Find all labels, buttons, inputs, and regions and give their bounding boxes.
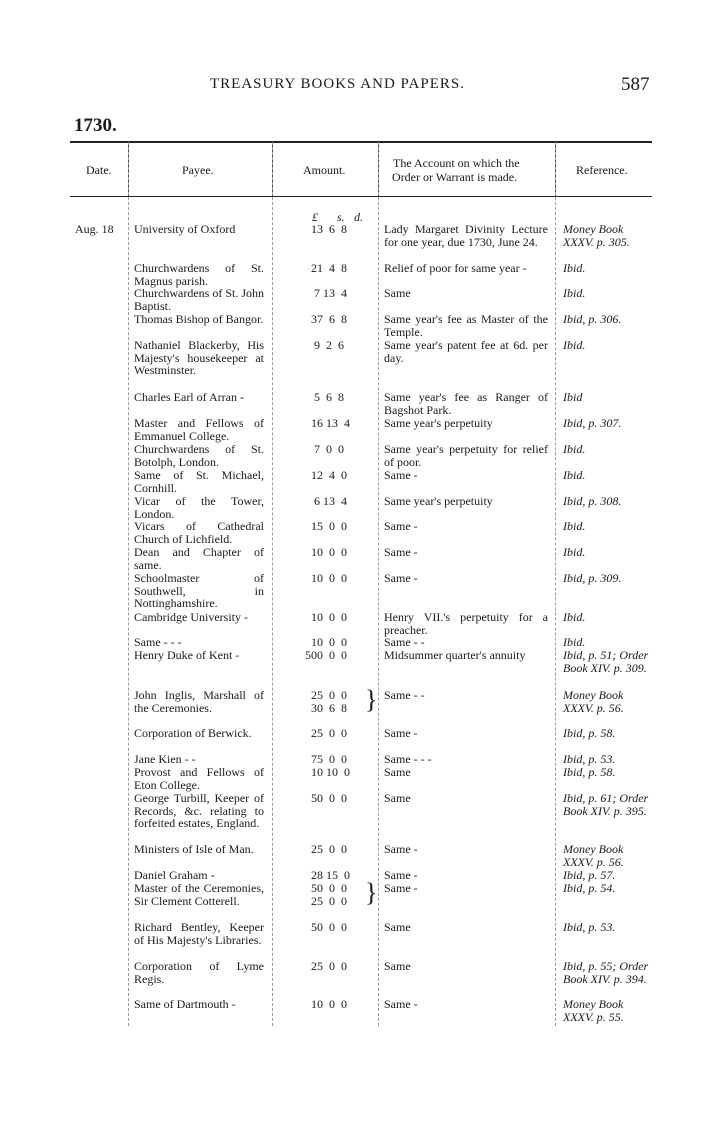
row-amount: 10 0 0: [311, 635, 347, 649]
col-head-reference: Reference.: [576, 163, 628, 177]
row-amount: 21 4 8: [311, 261, 347, 275]
page-number: 587: [621, 74, 650, 95]
row-amount: 10 0 0: [311, 571, 347, 585]
row-account: Same year's fee as Master of the Temple.: [384, 312, 548, 339]
row-payee: George Turbill, Keeper of Records, &c. relating to forfeited estates, England.: [134, 791, 264, 830]
row-amount: 50 0 0: [311, 920, 347, 934]
row-payee: Vicars of Cathedral Church of Lichfield.: [134, 519, 264, 546]
row-amount: 16 13 4: [311, 416, 350, 430]
row-account: Same year's perpetuity for relief of poor.: [384, 442, 548, 469]
row-account: Same -: [384, 571, 418, 585]
row-payee: University of Oxford: [134, 222, 236, 236]
unit-shillings: s.: [337, 210, 345, 224]
row-amount: 10 10 0: [311, 765, 350, 779]
row-account: Lady Margaret Divinity Lecture for one year, due 1730, June 24.: [384, 222, 548, 249]
col-rule-4: [555, 142, 556, 1026]
row-account: Same year's perpetuity: [384, 494, 493, 508]
row-reference: Ibid, p. 55; Order Book XIV. p. 394.: [563, 959, 649, 986]
row-reference: Ibid, p. 61; Order Book XIV. p. 395.: [563, 791, 649, 818]
row-account: Midsummer quarter's annuity: [384, 648, 526, 662]
row-payee: Churchwardens of St. Magnus parish.: [134, 261, 264, 288]
row-payee: Richard Bentley, Keeper of His Majesty's Libraries.: [134, 920, 264, 947]
row-payee: Same of Dartmouth -: [134, 997, 236, 1011]
row-reference: Ibid, p. 57.: [563, 868, 616, 882]
unit-pounds: £: [312, 210, 318, 224]
row-account: Same - -: [384, 635, 425, 649]
row-date: Aug. 18: [75, 222, 114, 236]
row-account: Same - -: [384, 688, 425, 702]
row-reference: Money Book XXXV. p. 55.: [563, 997, 624, 1024]
row-payee: Provost and Fellows of Eton College.: [134, 765, 264, 792]
row-amount: 75 0 0: [311, 752, 347, 766]
row-account: Same: [384, 765, 411, 779]
row-payee: Ministers of Isle of Man.: [134, 842, 254, 856]
row-reference: Ibid, p. 308.: [563, 494, 622, 508]
row-reference: Ibid.: [563, 286, 586, 300]
row-account: Same: [384, 920, 411, 934]
header-bottom-rule: [70, 196, 652, 197]
row-reference: Ibid, p. 53.: [563, 752, 616, 766]
row-account: Same: [384, 286, 411, 300]
row-amount: 10 0 0: [311, 610, 347, 624]
col-rule-1: [128, 142, 129, 1026]
row-account: Same -: [384, 545, 418, 559]
unit-pence: d.: [354, 210, 363, 224]
row-reference: Ibid.: [563, 338, 586, 352]
row-account: Same -: [384, 468, 418, 482]
row-reference: Ibid, p. 309.: [563, 571, 622, 585]
row-amount: 7 0 0: [311, 442, 344, 456]
amount-brace: }: [365, 878, 378, 907]
row-reference: Ibid.: [563, 442, 586, 456]
table-top-rule: [70, 141, 652, 143]
row-reference: Ibid, p. 54.: [563, 881, 616, 895]
row-amount: 37 6 8: [311, 312, 347, 326]
col-head-date: Date.: [86, 163, 112, 177]
row-payee: Churchwardens of St. Botolph, London.: [134, 442, 264, 469]
row-amount: 500 0 0: [305, 648, 347, 662]
row-account: Henry VII.'s perpetuity for a preacher.: [384, 610, 548, 637]
row-amount: 6 13 4: [311, 494, 347, 508]
row-account: Same -: [384, 842, 418, 856]
row-payee: Corporation of Berwick.: [134, 726, 252, 740]
col-rule-2: [272, 142, 273, 1026]
row-reference: Ibid, p. 51; Order Book XIV. p. 309.: [563, 648, 649, 675]
row-payee: Same - - -: [134, 635, 182, 649]
row-reference: Ibid.: [563, 635, 586, 649]
row-amount: 25 0 0: [311, 842, 347, 856]
row-account: Same -: [384, 519, 418, 533]
row-payee: Corporation of Lyme Regis.: [134, 959, 264, 986]
row-amount: 25 0 0: [311, 726, 347, 740]
row-amount: 50 0 0: [311, 791, 347, 805]
row-reference: Ibid.: [563, 519, 586, 533]
running-head: [0, 76, 720, 100]
row-amount: 50 0 0 25 0 0: [311, 881, 347, 908]
row-reference: Ibid: [563, 390, 583, 404]
row-account: Same -: [384, 726, 418, 740]
row-reference: Money Book XXXV. p. 56.: [563, 688, 624, 715]
row-reference: Ibid.: [563, 610, 586, 624]
row-reference: Ibid, p. 58.: [563, 726, 616, 740]
row-account: Same - - -: [384, 752, 432, 766]
row-amount: 7 13 4: [311, 286, 347, 300]
row-reference: Ibid, p. 307.: [563, 416, 622, 430]
row-account: Same year's perpetuity: [384, 416, 493, 430]
year-heading: 1730.: [74, 115, 117, 136]
row-account: Relief of poor for same year -: [384, 261, 527, 275]
col-head-payee: Payee.: [182, 163, 214, 177]
row-account: Same year's patent fee at 6d. per day.: [384, 338, 548, 365]
row-reference: Ibid, p. 306.: [563, 312, 622, 326]
col-head-account-2: Order or Warrant is made.: [392, 170, 518, 184]
row-reference: Ibid.: [563, 468, 586, 482]
row-payee: Churchwardens of St. John Baptist.: [134, 286, 264, 313]
running-title: TREASURY BOOKS AND PAPERS.: [210, 76, 465, 92]
row-account: Same: [384, 791, 411, 805]
row-amount: 15 0 0: [311, 519, 347, 533]
row-account: Same -: [384, 881, 418, 895]
row-payee: Vicar of the Tower, London.: [134, 494, 264, 521]
row-payee: John Inglis, Marshall of the Ceremonies.: [134, 688, 264, 715]
row-reference: Ibid, p. 53.: [563, 920, 616, 934]
row-payee: Cambridge University -: [134, 610, 248, 624]
row-payee: Schoolmaster of Southwell, in Nottinghamshire.: [134, 571, 264, 610]
row-payee: Master and Fellows of Emmanuel College.: [134, 416, 264, 443]
row-payee: Master of the Ceremonies, Sir Clement Cotterell.: [134, 881, 264, 908]
row-reference: Ibid.: [563, 545, 586, 559]
row-amount: 5 6 8: [311, 390, 344, 404]
row-reference: Ibid, p. 58.: [563, 765, 616, 779]
row-payee: Same of St. Michael, Cornhill.: [134, 468, 264, 495]
row-amount: 10 0 0: [311, 545, 347, 559]
row-account: Same -: [384, 997, 418, 1011]
row-payee: Dean and Chapter of same.: [134, 545, 264, 572]
row-payee: Henry Duke of Kent -: [134, 648, 240, 662]
row-payee: Jane Kien - -: [134, 752, 196, 766]
row-amount: 13 6 8: [311, 222, 347, 236]
row-account: Same year's fee as Ranger of Bagshot Park.: [384, 390, 548, 417]
row-payee: Daniel Graham -: [134, 868, 215, 882]
row-payee: Thomas Bishop of Bangor.: [134, 312, 264, 326]
row-reference: Money Book XXXV. p. 305.: [563, 222, 630, 249]
row-reference: Money Book XXXV. p. 56.: [563, 842, 624, 869]
row-amount: 9 2 6: [311, 338, 344, 352]
amount-brace: }: [365, 685, 378, 714]
row-payee: Nathaniel Blackerby, His Majesty's housekeeper at Westminster.: [134, 338, 264, 377]
row-amount: 10 0 0: [311, 997, 347, 1011]
row-amount: 12 4 0: [311, 468, 347, 482]
row-account: Same: [384, 959, 411, 973]
row-amount: 25 0 0 30 6 8: [311, 688, 347, 715]
col-head-account-1: The Account on which the: [393, 156, 520, 170]
row-amount: 25 0 0: [311, 959, 347, 973]
row-account: Same -: [384, 868, 418, 882]
col-head-amount: Amount.: [303, 163, 346, 177]
row-amount: 28 15 0: [311, 868, 350, 882]
row-reference: Ibid.: [563, 261, 586, 275]
row-payee: Charles Earl of Arran -: [134, 390, 244, 404]
